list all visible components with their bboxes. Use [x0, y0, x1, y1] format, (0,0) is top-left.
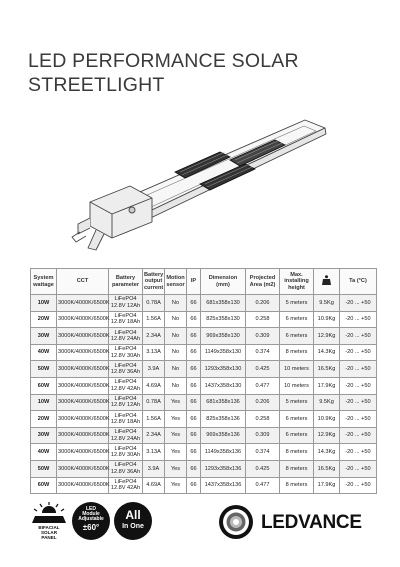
cell-motion-sensor: No	[165, 311, 187, 328]
cell-max-installing-height: 6 meters	[280, 311, 314, 328]
cell-motion-sensor: No	[165, 377, 187, 394]
cell-projected-area: 0.206	[246, 295, 280, 312]
cell-battery-parameter: LiFePO4 12.8V 42Ah	[109, 377, 143, 394]
cell-weight: 17.9Kg	[314, 477, 340, 494]
table-body	[31, 295, 377, 494]
cell-max-installing-height: 5 meters	[280, 295, 314, 312]
cell-dimension: 825x358x136	[201, 411, 246, 428]
solar-panel-icon	[30, 502, 68, 524]
cell-ambient-temperature: -20 ... +50	[340, 311, 377, 328]
cell-cct: 3000K/4000K/6500K	[57, 477, 109, 494]
cell-battery-parameter: LiFePO4 12.8V 18Ah	[109, 411, 143, 428]
cell-battery-parameter: LiFePO4 12.8V 36Ah	[109, 361, 143, 378]
cell-max-installing-height: 10 meters	[280, 361, 314, 378]
cell-projected-area: 0.374	[246, 444, 280, 461]
cell-motion-sensor: Yes	[165, 411, 187, 428]
table-row	[31, 361, 377, 378]
cell-ip: 66	[187, 477, 201, 494]
cell-cct: 3000K/4000K/6500K	[57, 460, 109, 477]
page-title	[28, 49, 299, 97]
cell-ip: 66	[187, 394, 201, 411]
header-projected-area: Projected Area (m2)	[246, 269, 280, 295]
header-battery-parameter: Battery parameter	[109, 269, 143, 295]
cell-weight: 12.9Kg	[314, 328, 340, 345]
cell-battery-parameter: LiFePO4 12.8V 24Ah	[109, 427, 143, 444]
cell-projected-area: 0.258	[246, 311, 280, 328]
cell-projected-area: 0.206	[246, 394, 280, 411]
cell-motion-sensor: No	[165, 295, 187, 312]
led-module-angle: ±60°	[82, 523, 100, 532]
table-row	[31, 311, 377, 328]
cell-battery-parameter: LiFePO4 12.8V 30Ah	[109, 344, 143, 361]
cell-system-wattage: 40W	[31, 344, 57, 361]
cell-dimension: 1437x358x136	[201, 477, 246, 494]
led-module-line-1: LED	[86, 506, 96, 512]
cell-battery-output-current: 4.69A	[143, 477, 165, 494]
cell-ip: 66	[187, 460, 201, 477]
cell-weight: 10.9Kg	[314, 411, 340, 428]
cell-max-installing-height: 10 meters	[280, 377, 314, 394]
cell-weight: 10.9Kg	[314, 311, 340, 328]
cell-ambient-temperature: -20 ... +50	[340, 477, 377, 494]
cell-system-wattage: 30W	[31, 328, 57, 345]
cell-max-installing-height: 8 meters	[280, 444, 314, 461]
cell-motion-sensor: Yes	[165, 444, 187, 461]
cell-system-wattage: 20W	[31, 311, 57, 328]
cell-max-installing-height: 8 meters	[280, 344, 314, 361]
cell-motion-sensor: Yes	[165, 460, 187, 477]
table-row	[31, 411, 377, 428]
cell-dimension: 1149x358x130	[201, 344, 246, 361]
header-cct: CCT	[57, 269, 109, 295]
cell-motion-sensor: Yes	[165, 477, 187, 494]
streetlight-illustration	[70, 110, 340, 260]
cell-weight: 14.3Kg	[314, 344, 340, 361]
cell-ip: 66	[187, 361, 201, 378]
cell-motion-sensor: No	[165, 344, 187, 361]
cell-ambient-temperature: -20 ... +50	[340, 444, 377, 461]
title-line-2: STREETLIGHT	[28, 74, 165, 96]
cell-system-wattage: 60W	[31, 377, 57, 394]
cell-dimension: 681x358x136	[201, 394, 246, 411]
cell-ambient-temperature: -20 ... +50	[340, 394, 377, 411]
cell-battery-output-current: 3.13A	[143, 344, 165, 361]
cell-ip: 66	[187, 411, 201, 428]
cell-ambient-temperature: -20 ... +50	[340, 427, 377, 444]
cell-battery-output-current: 0.78A	[143, 394, 165, 411]
cell-dimension: 825x358x130	[201, 311, 246, 328]
cell-max-installing-height: 5 meters	[280, 394, 314, 411]
cell-ip: 66	[187, 444, 201, 461]
table-row	[31, 460, 377, 477]
all-in-one-line-1: All	[125, 508, 141, 522]
cell-ip: 66	[187, 377, 201, 394]
cell-ambient-temperature: -20 ... +50	[340, 377, 377, 394]
cell-cct: 3000K/4000K/6500K	[57, 377, 109, 394]
header-battery-output-current: Battery output current	[143, 269, 165, 295]
cell-battery-parameter: LiFePO4 12.8V 24Ah	[109, 328, 143, 345]
table-row	[31, 444, 377, 461]
ledvance-logo	[217, 504, 377, 540]
header-dimension: Dimension (mm)	[201, 269, 246, 295]
table-row	[31, 427, 377, 444]
cell-projected-area: 0.477	[246, 377, 280, 394]
cell-system-wattage: 30W	[31, 427, 57, 444]
header-ip: IP	[187, 269, 201, 295]
cell-system-wattage: 10W	[31, 295, 57, 312]
cell-weight: 12.9Kg	[314, 427, 340, 444]
cell-ip: 66	[187, 344, 201, 361]
cell-max-installing-height: 6 meters	[280, 411, 314, 428]
cell-dimension: 969x358x136	[201, 427, 246, 444]
cell-projected-area: 0.477	[246, 477, 280, 494]
header-ambient-temperature: Ta (°C)	[340, 269, 377, 295]
table-row	[31, 328, 377, 345]
spec-table	[30, 268, 377, 494]
cell-dimension: 681x358x130	[201, 295, 246, 312]
cell-ambient-temperature: -20 ... +50	[340, 411, 377, 428]
cell-dimension: 1149x358x136	[201, 444, 246, 461]
cell-max-installing-height: 6 meters	[280, 328, 314, 345]
cell-battery-output-current: 3.13A	[143, 444, 165, 461]
header-weight	[314, 269, 340, 295]
cell-weight: 9.5Kg	[314, 295, 340, 312]
cell-ip: 66	[187, 427, 201, 444]
cell-cct: 3000K/4000K/6500K	[57, 344, 109, 361]
cell-battery-parameter: LiFePO4 12.8V 18Ah	[109, 311, 143, 328]
title-line-1: LED PERFORMANCE SOLAR	[28, 50, 299, 72]
ledvance-logo-icon	[217, 504, 255, 540]
cell-weight: 16.5Kg	[314, 361, 340, 378]
cell-battery-output-current: 3.9A	[143, 460, 165, 477]
cell-battery-output-current: 2.34A	[143, 427, 165, 444]
header-max-installing-height: Max. installing height	[280, 269, 314, 295]
cell-dimension: 1437x358x130	[201, 377, 246, 394]
cell-battery-output-current: 2.34A	[143, 328, 165, 345]
cell-cct: 3000K/4000K/6500K	[57, 411, 109, 428]
cell-motion-sensor: Yes	[165, 427, 187, 444]
cell-dimension: 1293x358x130	[201, 361, 246, 378]
cell-dimension: 969x358x130	[201, 328, 246, 345]
cell-cct: 3000K/4000K/6500K	[57, 311, 109, 328]
cell-ambient-temperature: -20 ... +50	[340, 344, 377, 361]
cell-motion-sensor: Yes	[165, 394, 187, 411]
cell-projected-area: 0.374	[246, 344, 280, 361]
cell-weight: 14.3Kg	[314, 444, 340, 461]
cell-ip: 66	[187, 295, 201, 312]
led-module-adjustable-badge	[72, 502, 110, 540]
cell-projected-area: 0.258	[246, 411, 280, 428]
led-module-line-2: Module	[82, 511, 100, 517]
header-motion-sensor: Motion sensor	[165, 269, 187, 295]
table-row	[31, 477, 377, 494]
cell-battery-output-current: 1.56A	[143, 311, 165, 328]
cell-battery-output-current: 3.9A	[143, 361, 165, 378]
cell-projected-area: 0.309	[246, 427, 280, 444]
cell-battery-output-current: 0.78A	[143, 295, 165, 312]
cell-cct: 3000K/4000K/6500K	[57, 328, 109, 345]
cell-system-wattage: 60W	[31, 477, 57, 494]
cell-cct: 3000K/4000K/6500K	[57, 394, 109, 411]
cell-system-wattage: 20W	[31, 411, 57, 428]
cell-max-installing-height: 8 meters	[280, 460, 314, 477]
cell-ambient-temperature: -20 ... +50	[340, 295, 377, 312]
cell-max-installing-height: 8 meters	[280, 477, 314, 494]
table-row	[31, 295, 377, 312]
table-row	[31, 394, 377, 411]
cell-max-installing-height: 6 meters	[280, 427, 314, 444]
cell-ambient-temperature: -20 ... +50	[340, 361, 377, 378]
cell-system-wattage: 50W	[31, 460, 57, 477]
cell-system-wattage: 40W	[31, 444, 57, 461]
cell-ip: 66	[187, 311, 201, 328]
cell-battery-parameter: LiFePO4 12.8V 12Ah	[109, 295, 143, 312]
led-module-line-3: Adjustable	[78, 516, 104, 522]
cell-cct: 3000K/4000K/6500K	[57, 361, 109, 378]
cell-battery-parameter: LiFePO4 12.8V 12Ah	[109, 394, 143, 411]
cell-ambient-temperature: -20 ... +50	[340, 328, 377, 345]
bifacial-solar-panel-badge	[30, 502, 68, 540]
weight-icon	[322, 275, 331, 285]
cell-battery-output-current: 1.56A	[143, 411, 165, 428]
cell-weight: 16.5Kg	[314, 460, 340, 477]
cell-weight: 17.9Kg	[314, 377, 340, 394]
table-row	[31, 377, 377, 394]
ledvance-logo-text: LEDVANCE	[261, 512, 362, 533]
cell-system-wattage: 10W	[31, 394, 57, 411]
all-in-one-badge	[114, 502, 152, 540]
cell-battery-parameter: LiFePO4 12.8V 30Ah	[109, 444, 143, 461]
cell-projected-area: 0.425	[246, 361, 280, 378]
cell-battery-parameter: LiFePO4 12.8V 36Ah	[109, 460, 143, 477]
cell-ambient-temperature: -20 ... +50	[340, 460, 377, 477]
cell-cct: 3000K/4000K/6500K	[57, 295, 109, 312]
cell-system-wattage: 50W	[31, 361, 57, 378]
cell-motion-sensor: No	[165, 361, 187, 378]
header-system-wattage: System wattage	[31, 269, 57, 295]
cell-battery-parameter: LiFePO4 12.8V 42Ah	[109, 477, 143, 494]
cell-motion-sensor: No	[165, 328, 187, 345]
table-row	[31, 344, 377, 361]
cell-ip: 66	[187, 328, 201, 345]
bifacial-solar-panel-label: BIFACIAL SOLAR PANEL	[38, 525, 60, 540]
all-in-one-line-2: In One	[122, 523, 144, 530]
table-header-row	[31, 269, 377, 295]
cell-cct: 3000K/4000K/6500K	[57, 427, 109, 444]
cell-cct: 3000K/4000K/6500K	[57, 444, 109, 461]
cell-projected-area: 0.309	[246, 328, 280, 345]
cell-projected-area: 0.425	[246, 460, 280, 477]
cell-dimension: 1293x358x136	[201, 460, 246, 477]
cell-weight: 9.5Kg	[314, 394, 340, 411]
cell-battery-output-current: 4.69A	[143, 377, 165, 394]
